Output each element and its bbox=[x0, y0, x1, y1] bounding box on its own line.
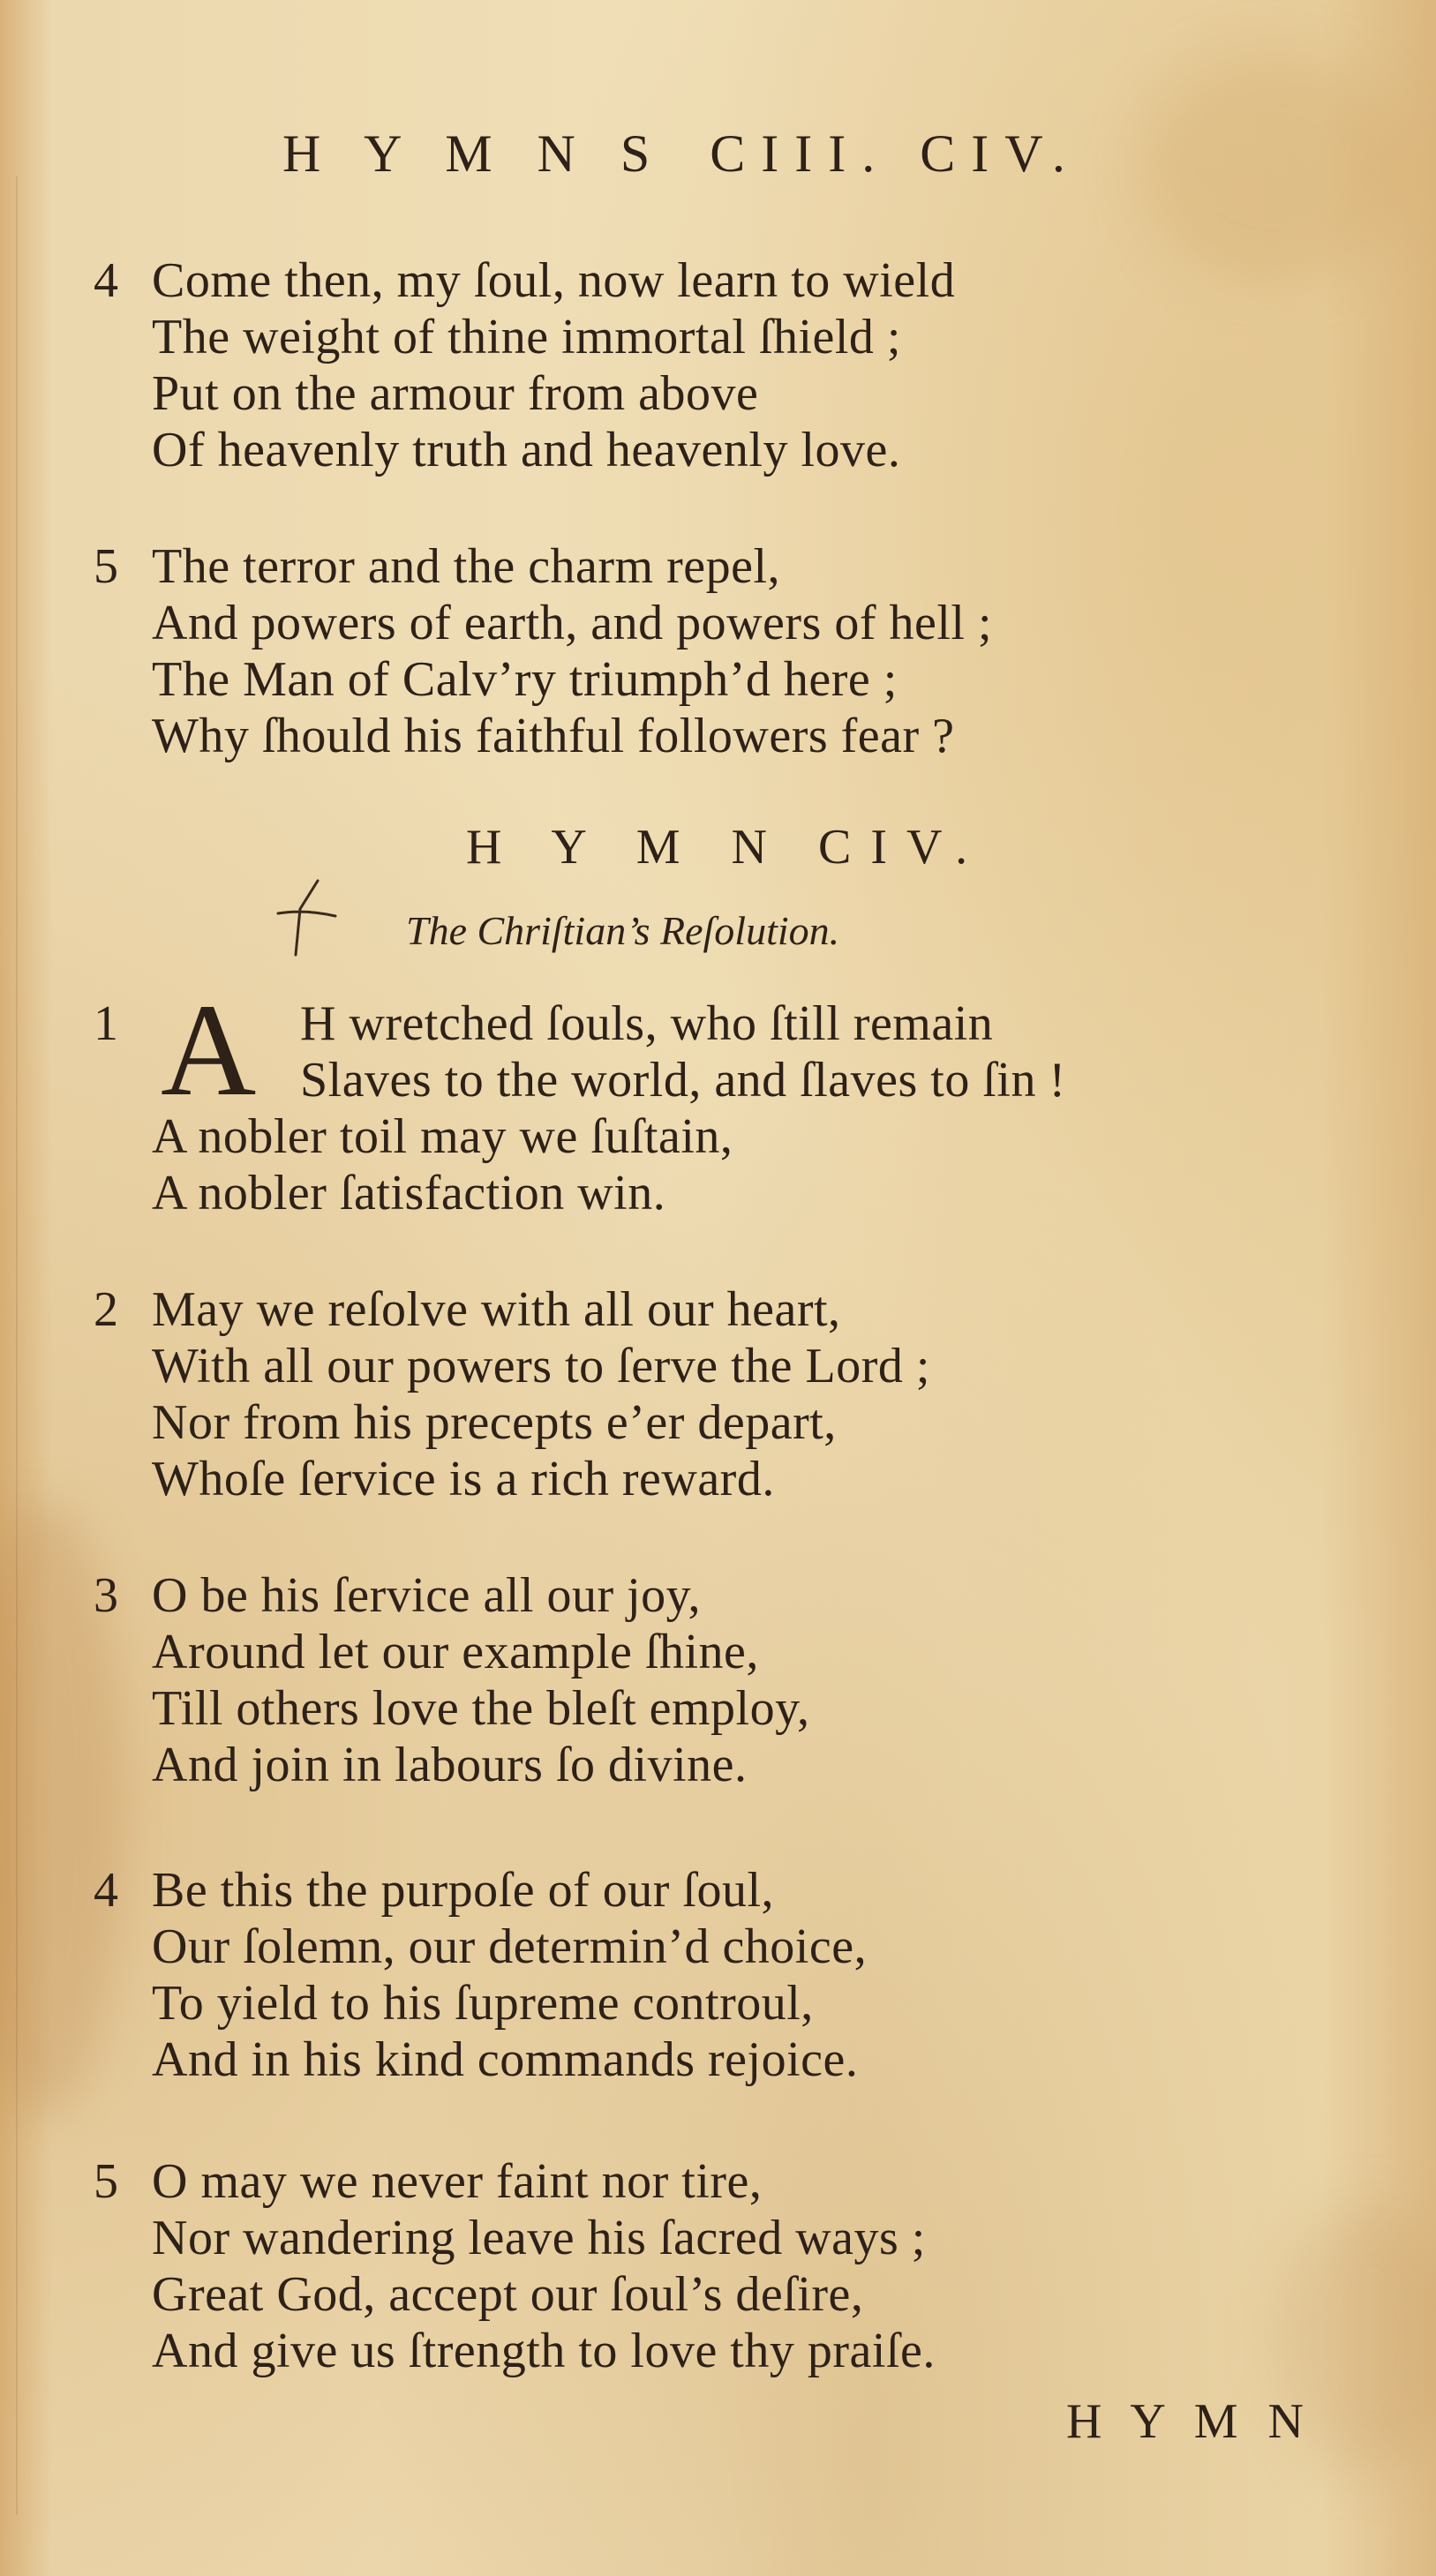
running-head-word: H Y M N S bbox=[282, 124, 666, 183]
verse-line: Come then, my ſoul, now learn to wield bbox=[152, 253, 956, 308]
running-head-numeral-a: CIII. bbox=[710, 124, 891, 183]
verse-line: May we reſolve with all our heart, bbox=[152, 1282, 841, 1337]
verse-line: Till others love the bleſt employ, bbox=[152, 1681, 810, 1736]
verse-line: Our ſolemn, our determin’d choice, bbox=[152, 1919, 868, 1974]
verse-line: The weight of thine immortal ſhield ; bbox=[152, 310, 901, 364]
verse-line: And in his kind commands rejoice. bbox=[152, 2032, 859, 2087]
verse-line: The terror and the charm repel, bbox=[152, 539, 781, 594]
running-head bbox=[282, 124, 1081, 184]
verse-line: A nobler toil may we ſuſtain, bbox=[152, 1109, 733, 1164]
verse-line: Why ſhould his faithful followers fear ? bbox=[152, 709, 955, 763]
verse-line: H wretched ſouls, who ſtill remain bbox=[300, 996, 994, 1051]
hymn-subtitle: The Chriſtian’s Reſolution. bbox=[406, 908, 840, 953]
running-head-numeral-b: CIV. bbox=[920, 124, 1081, 183]
stanza-number: 1 bbox=[94, 996, 118, 1051]
verse-line: Slaves to the world, and ſlaves to ſin ! bbox=[300, 1053, 1066, 1108]
stanza-number: 4 bbox=[94, 253, 118, 308]
gutter-shadow bbox=[16, 176, 18, 2515]
verse-line: Nor from his precepts e’er depart, bbox=[152, 1395, 837, 1450]
verse-line: And give us ſtrength to love thy praiſe. bbox=[152, 2324, 936, 2378]
verse-line: The Man of Calv’ry triumph’d here ; bbox=[152, 652, 898, 707]
verse-line: And join in labours ſo divine. bbox=[152, 1738, 748, 1792]
hymn-title: H Y M N CIV. bbox=[466, 820, 988, 875]
verse-line: And powers of earth, and powers of hell ; bbox=[152, 596, 993, 650]
verse-line: Be this the purpoſe of our ſoul, bbox=[152, 1863, 775, 1918]
verse-line: O may we never faint nor tire, bbox=[152, 2154, 763, 2209]
stanza-number: 4 bbox=[94, 1863, 118, 1918]
verse-line: Put on the armour from above bbox=[152, 366, 759, 421]
drop-cap: A bbox=[161, 977, 257, 1123]
verse-line: Nor wandering leave his ſacred ways ; bbox=[152, 2211, 926, 2265]
stanza-number: 5 bbox=[94, 2154, 118, 2209]
verse-line: Whoſe ſervice is a rich reward. bbox=[152, 1452, 775, 1506]
stanza-number: 2 bbox=[94, 1282, 118, 1337]
stanza-number: 3 bbox=[94, 1568, 118, 1623]
verse-line: Of heavenly truth and heavenly love. bbox=[152, 423, 901, 477]
verse-line: Around let our example ſhine, bbox=[152, 1625, 759, 1679]
verse-line: A nobler ſatisfaction win. bbox=[152, 1166, 666, 1220]
verse-line: O be his ſervice all our joy, bbox=[152, 1568, 702, 1623]
verse-line: With all our powers to ſerve the Lord ; bbox=[152, 1339, 930, 1393]
paper-stain bbox=[1139, 53, 1403, 282]
stanza-number: 5 bbox=[94, 539, 118, 594]
verse-line: Great God, accept our ſoul’s deſire, bbox=[152, 2267, 864, 2322]
pencil-annotation bbox=[265, 874, 344, 962]
catchword: H Y M N bbox=[1066, 2394, 1312, 2449]
verse-line: To yield to his ſupreme controul, bbox=[152, 1976, 814, 2031]
